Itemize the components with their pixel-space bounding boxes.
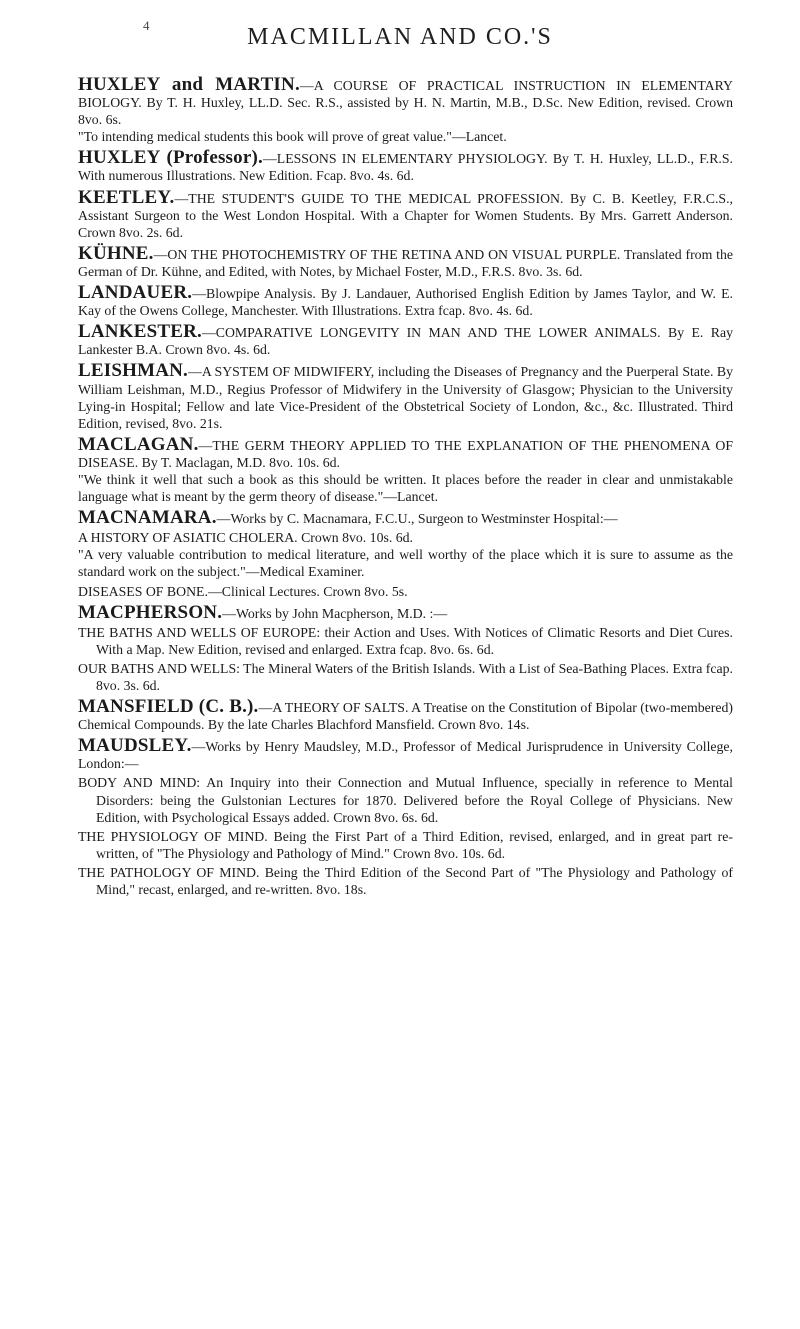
entry-text: —THE GERM THEORY APPLIED TO THE EXPLANATION OF THE PHENOMENA OF DISEASE. By T. Maclagan, M.D. 8vo. 10s. 6d.: [78, 437, 733, 470]
catalog-entry: [78, 323, 733, 358]
entry-line: [78, 186, 733, 241]
entry-heading: LANKESTER.: [78, 321, 202, 343]
entry-subwork: THE BATHS AND WELLS OF EUROPE: their Action and Uses. With Notices of Climatic Resorts and Diet Cures. With a Map. New Edition, revised and enlarged. Extra fcap. 8vo. 6s. 6d.: [78, 624, 733, 657]
entry-line: [78, 433, 733, 471]
entry-text: —Works by John Macpherson, M.D. :—: [222, 605, 448, 621]
catalog-entry: [78, 737, 733, 898]
entry-line: [78, 509, 733, 527]
entry-text: —Works by C. Macnamara, F.C.U., Surgeon to Westminster Hospital:—: [216, 511, 618, 527]
entry-line: [78, 149, 733, 184]
catalog-entries: [78, 76, 733, 902]
entry-heading: MANSFIELD (C. B.).: [78, 696, 259, 718]
entry-subwork: OUR BATHS AND WELLS: The Mineral Waters of the British Islands. With a List of Sea-Bathing Places. Extra fcap. 8vo. 3s. 6d.: [78, 660, 733, 693]
catalog-entry: [78, 149, 733, 184]
entry-subwork: A HISTORY OF ASIATIC CHOLERA. Crown 8vo. 10s. 6d.: [78, 530, 413, 546]
entry-heading: KEETLEY.: [78, 186, 175, 208]
catalog-entry: [78, 284, 733, 319]
entry-subwork: DISEASES OF BONE.—Clinical Lectures. Crown 8vo. 5s.: [78, 583, 408, 599]
entry-heading: MACNAMARA.: [78, 507, 217, 529]
entry-text: —A THEORY OF SALTS. A Treatise on the Constitution of Bipolar (two-membered) Chemical Compounds. By the late Charles Blachford Mansfield. Crown 8vo. 14s.: [78, 700, 733, 733]
entry-line: [78, 323, 733, 358]
catalog-entry: [78, 76, 733, 145]
entry-heading: MACPHERSON.: [78, 601, 223, 623]
catalog-entry: [78, 509, 733, 599]
entry-text: —LESSONS IN ELEMENTARY PHYSIOLOGY. By T. H. Huxley, LL.D., F.R.S. With numerous Illustrations. New Edition. Fcap. 8vo. 4s. 6d.: [78, 151, 734, 184]
entry-subwork: BODY AND MIND: An Inquiry into their Connection and Mutual Influence, specially in reference to Mental Disorders: being the Gulstonian Lectures for 1870. Delivered before the Royal College of Physicians. New Edition, with Psychological Essays added. Crown 8vo. 6s. 6d.: [78, 775, 733, 825]
entry-heading: LEISHMAN.: [78, 360, 189, 382]
entry-subwork: THE PHYSIOLOGY OF MIND. Being the First Part of a Third Edition, revised, enlarged, and in great part re-written, of "The Physiology and Pathology of Mind." Crown 8vo. 10s. 6d.: [78, 828, 733, 861]
entry-text: —THE STUDENT'S GUIDE TO THE MEDICAL PROFESSION. By C. B. Keetley, F.R.C.S., Assistant Surgeon to the West London Hospital. With a Chapter for Women Students. By Mrs. Garrett Anderson. Crown 8vo. 2s. 6d.: [78, 190, 733, 240]
catalog-entry: [78, 362, 733, 431]
entry-text: —Works by Henry Maudsley, M.D., Professor of Medical Jurisprudence in University College, London:—: [78, 739, 733, 772]
entry-text: —A SYSTEM OF MIDWIFERY, including the Diseases of Pregnancy and the Puerperal State. By William Leishman, M.D., Regius Professor of Midwifery in the University of Glasgow; Physician to the University Lying-in Hospital; Fellow and late Vice-President of the Obstetrical Society of London, &c., &c. Illustrated. Third Edition, revised, 8vo. 21s.: [78, 364, 733, 431]
entry-subwork: THE PATHOLOGY OF MIND. Being the Third Edition of the Second Part of "The Physiology and Pathology of Mind," recast, enlarged, and re-written. 8vo. 18s.: [78, 864, 733, 898]
entry-heading: LANDAUER.: [78, 282, 193, 304]
catalog-entry: [78, 601, 733, 694]
entry-heading: HUXLEY (Professor).: [78, 147, 263, 169]
entry-line: [78, 242, 733, 280]
page-number: 4: [143, 18, 150, 33]
entry-text: —A COURSE OF PRACTICAL INSTRUCTION IN ELEMENTARY BIOLOGY. By T. H. Huxley, LL.D. Sec. R.S., assisted by H. N. Martin, M.B., D.Sc. New Edition, revised. Crown 8vo. 6s.: [78, 78, 734, 128]
catalog-entry: [78, 698, 733, 733]
entry-line: [78, 698, 733, 733]
entry-line: [78, 284, 733, 319]
catalog-entry: [78, 242, 733, 280]
entry-line: [78, 76, 733, 128]
entry-heading: HUXLEY and MARTIN.: [78, 74, 300, 95]
entry-line: [78, 737, 733, 772]
entry-line: [78, 601, 733, 623]
entry-subwork-quote: "A very valuable contribution to medical literature, and well worthy of the place which it is sure to assume as the standard work on the subject."—Medical Examiner.: [78, 547, 733, 580]
entry-text: —ON THE PHOTOCHEMISTRY OF THE RETINA AND ON VISUAL PURPLE. Translated from the German of Dr. Kühne, and Edited, with Notes, by Michael Foster, M.D., F.R.S. 8vo. 3s. 6d.: [78, 246, 733, 279]
entry-quote: "We think it well that such a book as this should be written. It places before the reader in clear and unmistakable language what is meant by the germ theory of disease."—Lancet.: [78, 471, 733, 505]
catalog-entry: [78, 186, 733, 241]
catalog-entry: [78, 433, 733, 505]
entry-heading: KÜHNE.: [78, 242, 154, 264]
entry-text: —COMPARATIVE LONGEVITY IN MAN AND THE LOWER ANIMALS. By E. Ray Lankester B.A. Crown 8vo. 4s. 6d.: [78, 325, 733, 358]
entry-line: [78, 362, 733, 431]
entry-heading: MAUDSLEY.: [78, 735, 192, 757]
entry-quote: "To intending medical students this book will prove of great value."—Lancet.: [78, 129, 507, 145]
entry-text: —Blowpipe Analysis. By J. Landauer, Authorised English Edition by James Taylor, and W. E. Kay of the Owens College, Manchester. With Illustrations. Extra fcap. 8vo. 4s. 6d.: [78, 286, 733, 319]
entry-heading: MACLAGAN.: [78, 433, 199, 455]
running-head: MACMILLAN AND CO.'S: [247, 24, 553, 50]
